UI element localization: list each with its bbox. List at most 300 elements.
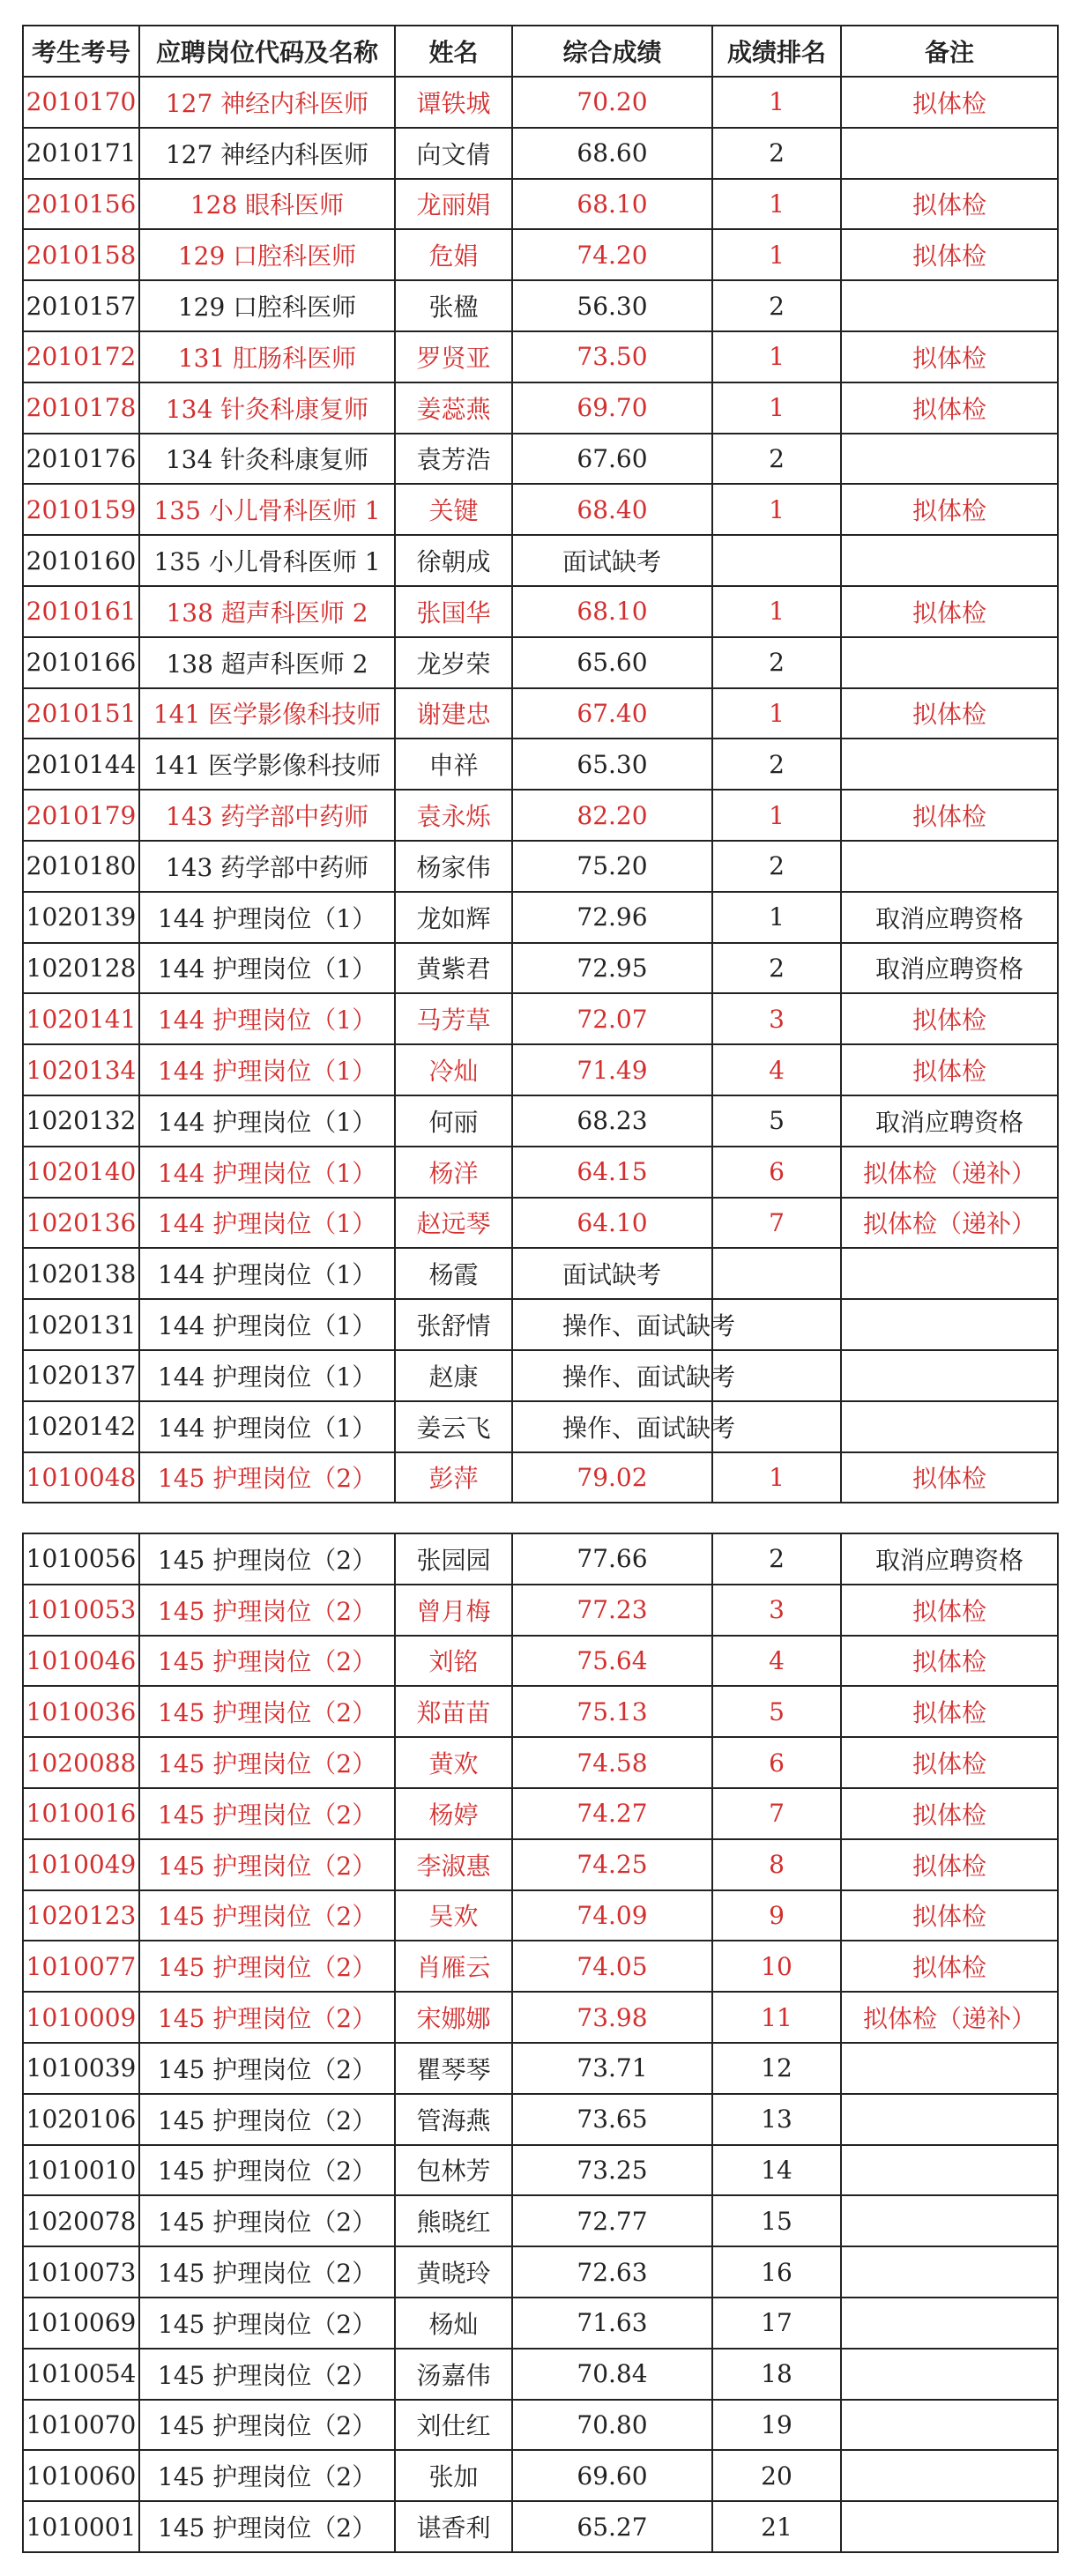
cell-rank: 6 — [712, 1147, 841, 1198]
cell-post: 131 肛肠科医师 — [139, 331, 395, 382]
cell-name: 杨婷 — [395, 1788, 512, 1839]
cell-rank: 1 — [712, 586, 841, 637]
cell-name: 包林芳 — [395, 2145, 512, 2196]
cell-post: 145 护理岗位（2） — [139, 1992, 395, 2043]
cell-rank: 20 — [712, 2450, 841, 2501]
cell-exam-id: 1010077 — [23, 1941, 139, 1992]
cell-note — [841, 1299, 1058, 1350]
table-row — [23, 1686, 1058, 1737]
cell-name: 赵远琴 — [395, 1198, 512, 1249]
cell-rank: 1 — [712, 331, 841, 382]
cell-note: 拟体检 — [841, 331, 1058, 382]
cell-name: 宋娜娜 — [395, 1992, 512, 2043]
cell-score: 75.64 — [512, 1636, 712, 1687]
cell-exam-id: 2010157 — [23, 280, 139, 331]
cell-exam-id: 2010180 — [23, 841, 139, 892]
cell-post: 145 护理岗位（2） — [139, 2349, 395, 2400]
cell-rank — [712, 1248, 841, 1299]
cell-score: 67.40 — [512, 688, 712, 739]
cell-name: 黄欢 — [395, 1737, 512, 1788]
cell-exam-id: 1020088 — [23, 1737, 139, 1788]
cell-note — [841, 2094, 1058, 2145]
cell-post: 144 护理岗位（1） — [139, 1350, 395, 1401]
table-row — [23, 128, 1058, 179]
cell-note — [841, 2450, 1058, 2501]
cell-post: 144 护理岗位（1） — [139, 1095, 395, 1147]
header-rank: 成绩排名 — [712, 26, 841, 77]
cell-rank: 3 — [712, 1585, 841, 1636]
cell-score: 67.60 — [512, 434, 712, 485]
cell-post: 144 护理岗位（1） — [139, 1401, 395, 1452]
cell-rank: 17 — [712, 2298, 841, 2349]
cell-exam-id: 1010039 — [23, 2043, 139, 2094]
cell-note — [841, 739, 1058, 790]
cell-post: 144 护理岗位（1） — [139, 1299, 395, 1350]
cell-rank: 16 — [712, 2246, 841, 2298]
cell-post: 145 护理岗位（2） — [139, 2145, 395, 2196]
cell-name: 龙丽娟 — [395, 179, 512, 230]
cell-name: 李淑惠 — [395, 1839, 512, 1890]
table-row — [23, 739, 1058, 790]
cell-exam-id: 1010036 — [23, 1686, 139, 1737]
cell-post: 145 护理岗位（2） — [139, 2094, 395, 2145]
cell-note — [841, 2246, 1058, 2298]
cell-exam-id: 1020136 — [23, 1198, 139, 1249]
table-row — [23, 1992, 1058, 2043]
cell-note: 拟体检 — [841, 1636, 1058, 1687]
cell-rank: 18 — [712, 2349, 841, 2400]
cell-rank: 6 — [712, 1737, 841, 1788]
cell-rank: 1 — [712, 382, 841, 434]
cell-post: 143 药学部中药师 — [139, 841, 395, 892]
cell-note: 取消应聘资格 — [841, 892, 1058, 943]
cell-post: 144 护理岗位（1） — [139, 1248, 395, 1299]
table-row — [23, 637, 1058, 688]
cell-note — [841, 535, 1058, 586]
cell-name: 汤嘉伟 — [395, 2349, 512, 2400]
cell-post: 145 护理岗位（2） — [139, 1686, 395, 1737]
cell-note — [841, 2501, 1058, 2552]
cell-post: 144 护理岗位（1） — [139, 1044, 395, 1095]
cell-name: 杨霞 — [395, 1248, 512, 1299]
cell-name: 冷灿 — [395, 1044, 512, 1095]
cell-score: 56.30 — [512, 280, 712, 331]
cell-rank: 10 — [712, 1941, 841, 1992]
cell-rank: 21 — [712, 2501, 841, 2552]
cell-exam-id: 1010070 — [23, 2400, 139, 2451]
table-row — [23, 943, 1058, 994]
cell-exam-id: 1020138 — [23, 1248, 139, 1299]
cell-rank — [712, 535, 841, 586]
cell-score: 64.15 — [512, 1147, 712, 1198]
table-row — [23, 535, 1058, 586]
cell-note — [841, 2145, 1058, 2196]
cell-score: 面试缺考 — [512, 1248, 712, 1299]
cell-note — [841, 1350, 1058, 1401]
cell-name: 何丽 — [395, 1095, 512, 1147]
table-row — [23, 1941, 1058, 1992]
cell-post: 145 护理岗位（2） — [139, 1890, 395, 1941]
header-name: 姓名 — [395, 26, 512, 77]
cell-exam-id: 1010049 — [23, 1839, 139, 1890]
cell-score: 72.77 — [512, 2195, 712, 2246]
cell-score: 73.71 — [512, 2043, 712, 2094]
cell-note: 拟体检 — [841, 1737, 1058, 1788]
table-row — [23, 790, 1058, 841]
cell-score: 72.96 — [512, 892, 712, 943]
cell-exam-id: 2010159 — [23, 484, 139, 535]
cell-rank: 4 — [712, 1044, 841, 1095]
cell-post: 145 护理岗位（2） — [139, 2501, 395, 2552]
cell-exam-id: 1010046 — [23, 1636, 139, 1687]
cell-note — [841, 128, 1058, 179]
cell-exam-id: 1020123 — [23, 1890, 139, 1941]
table-row — [23, 2094, 1058, 2145]
cell-score: 72.07 — [512, 993, 712, 1044]
cell-note: 取消应聘资格 — [841, 1095, 1058, 1147]
cell-exam-id: 1020140 — [23, 1147, 139, 1198]
cell-score: 75.13 — [512, 1686, 712, 1737]
cell-name: 谭铁城 — [395, 77, 512, 128]
table-row — [23, 77, 1058, 128]
table-row — [23, 1737, 1058, 1788]
cell-name: 申祥 — [395, 739, 512, 790]
cell-rank: 2 — [712, 841, 841, 892]
cell-note: 拟体检 — [841, 1890, 1058, 1941]
cell-post: 144 护理岗位（1） — [139, 1198, 395, 1249]
cell-rank: 2 — [712, 637, 841, 688]
cell-name: 熊晓红 — [395, 2195, 512, 2246]
table-row — [23, 1147, 1058, 1198]
cell-name: 管海燕 — [395, 2094, 512, 2145]
cell-post: 143 药学部中药师 — [139, 790, 395, 841]
cell-exam-id: 2010166 — [23, 637, 139, 688]
cell-post: 145 护理岗位（2） — [139, 1636, 395, 1687]
cell-exam-id: 1010060 — [23, 2450, 139, 2501]
cell-exam-id: 2010161 — [23, 586, 139, 637]
cell-name: 瞿琴琴 — [395, 2043, 512, 2094]
cell-post: 144 护理岗位（1） — [139, 1147, 395, 1198]
cell-name: 危娟 — [395, 229, 512, 280]
cell-note — [841, 2400, 1058, 2451]
cell-exam-id: 1010048 — [23, 1452, 139, 1503]
cell-rank: 1 — [712, 77, 841, 128]
table-row — [23, 2400, 1058, 2451]
cell-rank: 1 — [712, 790, 841, 841]
cell-name: 黄晓玲 — [395, 2246, 512, 2298]
cell-score: 72.95 — [512, 943, 712, 994]
cell-score: 73.50 — [512, 331, 712, 382]
cell-note: 拟体检 — [841, 1044, 1058, 1095]
cell-score: 74.05 — [512, 1941, 712, 1992]
cell-post: 144 护理岗位（1） — [139, 993, 395, 1044]
table-row — [23, 2195, 1058, 2246]
cell-exam-id: 1020137 — [23, 1350, 139, 1401]
cell-exam-id: 1020134 — [23, 1044, 139, 1095]
table-row — [23, 2145, 1058, 2196]
cell-post: 145 护理岗位（2） — [139, 2246, 395, 2298]
cell-name: 罗贤亚 — [395, 331, 512, 382]
table-row — [23, 1533, 1058, 1585]
header-note: 备注 — [841, 26, 1058, 77]
cell-post: 145 护理岗位（2） — [139, 2043, 395, 2094]
cell-name: 赵康 — [395, 1350, 512, 1401]
cell-exam-id: 2010144 — [23, 739, 139, 790]
cell-name: 杨洋 — [395, 1147, 512, 1198]
table-row — [23, 434, 1058, 485]
cell-score: 64.10 — [512, 1198, 712, 1249]
cell-score: 74.20 — [512, 229, 712, 280]
cell-name: 郑苗苗 — [395, 1686, 512, 1737]
cell-exam-id: 2010179 — [23, 790, 139, 841]
cell-note: 拟体检 — [841, 688, 1058, 739]
table-row — [23, 1452, 1058, 1503]
table-row — [23, 229, 1058, 280]
cell-rank: 12 — [712, 2043, 841, 2094]
table-row — [23, 1198, 1058, 1249]
cell-score: 71.49 — [512, 1044, 712, 1095]
cell-score: 74.27 — [512, 1788, 712, 1839]
cell-score: 68.10 — [512, 179, 712, 230]
cell-exam-id: 2010158 — [23, 229, 139, 280]
cell-name: 张国华 — [395, 586, 512, 637]
cell-name: 张楹 — [395, 280, 512, 331]
cell-exam-id: 1010069 — [23, 2298, 139, 2349]
table-body-bottom — [23, 1533, 1058, 2552]
cell-note — [841, 2298, 1058, 2349]
cell-score: 65.60 — [512, 637, 712, 688]
table-row — [23, 331, 1058, 382]
cell-post: 127 神经内科医师 — [139, 77, 395, 128]
cell-name: 张园园 — [395, 1533, 512, 1585]
cell-post: 145 护理岗位（2） — [139, 1839, 395, 1890]
cell-name: 向文倩 — [395, 128, 512, 179]
table-row — [23, 2043, 1058, 2094]
cell-rank: 8 — [712, 1839, 841, 1890]
cell-rank: 7 — [712, 1198, 841, 1249]
cell-post: 144 护理岗位（1） — [139, 892, 395, 943]
cell-note: 拟体检 — [841, 586, 1058, 637]
cell-exam-id: 2010172 — [23, 331, 139, 382]
cell-note — [841, 637, 1058, 688]
cell-score: 68.10 — [512, 586, 712, 637]
cell-name: 吴欢 — [395, 1890, 512, 1941]
table-row — [23, 1839, 1058, 1890]
cell-name: 彭萍 — [395, 1452, 512, 1503]
table-body-top — [23, 77, 1058, 1503]
cell-name: 杨家伟 — [395, 841, 512, 892]
cell-rank: 2 — [712, 128, 841, 179]
cell-name: 刘仕红 — [395, 2400, 512, 2451]
table-row — [23, 1248, 1058, 1299]
cell-post: 145 护理岗位（2） — [139, 2450, 395, 2501]
cell-rank: 5 — [712, 1095, 841, 1147]
cell-name: 徐朝成 — [395, 535, 512, 586]
cell-exam-id: 2010160 — [23, 535, 139, 586]
cell-post: 145 护理岗位（2） — [139, 1788, 395, 1839]
cell-rank: 2 — [712, 434, 841, 485]
table-row — [23, 1788, 1058, 1839]
cell-score: 74.25 — [512, 1839, 712, 1890]
cell-note: 取消应聘资格 — [841, 943, 1058, 994]
table-row — [23, 382, 1058, 434]
cell-note — [841, 2195, 1058, 2246]
cell-note — [841, 1401, 1058, 1452]
cell-score: 70.84 — [512, 2349, 712, 2400]
cell-note: 拟体检（递补） — [841, 1198, 1058, 1249]
cell-score: 69.60 — [512, 2450, 712, 2501]
cell-note: 拟体检 — [841, 1686, 1058, 1737]
cell-note: 拟体检 — [841, 179, 1058, 230]
cell-post: 144 护理岗位（1） — [139, 943, 395, 994]
cell-name: 龙岁荣 — [395, 637, 512, 688]
cell-exam-id: 1010016 — [23, 1788, 139, 1839]
header-score: 综合成绩 — [512, 26, 712, 77]
cell-rank: 4 — [712, 1636, 841, 1687]
cell-score: 77.23 — [512, 1585, 712, 1636]
cell-exam-id: 1020139 — [23, 892, 139, 943]
cell-exam-id: 1010056 — [23, 1533, 139, 1585]
cell-exam-id: 1010053 — [23, 1585, 139, 1636]
cell-exam-id: 2010156 — [23, 179, 139, 230]
cell-note: 取消应聘资格 — [841, 1533, 1058, 1585]
cell-name: 袁永烁 — [395, 790, 512, 841]
cell-exam-id: 1020106 — [23, 2094, 139, 2145]
cell-name: 关键 — [395, 484, 512, 535]
cell-note — [841, 2043, 1058, 2094]
cell-note: 拟体检 — [841, 1941, 1058, 1992]
table-row — [23, 1350, 1058, 1401]
table-row — [23, 2349, 1058, 2400]
cell-rank: 1 — [712, 892, 841, 943]
cell-exam-id: 1010009 — [23, 1992, 139, 2043]
table-row — [23, 1636, 1058, 1687]
cell-name: 袁芳浩 — [395, 434, 512, 485]
cell-name: 曾月梅 — [395, 1585, 512, 1636]
cell-note: 拟体检（递补） — [841, 1992, 1058, 2043]
table-row — [23, 1044, 1058, 1095]
cell-name: 姜云飞 — [395, 1401, 512, 1452]
cell-rank: 2 — [712, 1533, 841, 1585]
header-post: 应聘岗位代码及名称 — [139, 26, 395, 77]
cell-score: 74.58 — [512, 1737, 712, 1788]
cell-rank: 1 — [712, 229, 841, 280]
cell-rank: 2 — [712, 280, 841, 331]
cell-post: 129 口腔科医师 — [139, 229, 395, 280]
cell-score: 72.63 — [512, 2246, 712, 2298]
cell-post: 134 针灸科康复师 — [139, 382, 395, 434]
cell-note — [841, 2349, 1058, 2400]
cell-post: 145 护理岗位（2） — [139, 1941, 395, 1992]
cell-post: 135 小儿骨科医师 1 — [139, 535, 395, 586]
cell-name: 张加 — [395, 2450, 512, 2501]
cell-exam-id: 1020141 — [23, 993, 139, 1044]
cell-exam-id: 2010171 — [23, 128, 139, 179]
cell-rank: 5 — [712, 1686, 841, 1737]
cell-post: 145 护理岗位（2） — [139, 1452, 395, 1503]
table-row — [23, 892, 1058, 943]
cell-score: 71.63 — [512, 2298, 712, 2349]
cell-post: 135 小儿骨科医师 1 — [139, 484, 395, 535]
cell-exam-id: 1020078 — [23, 2195, 139, 2246]
cell-exam-id: 2010170 — [23, 77, 139, 128]
cell-rank: 1 — [712, 484, 841, 535]
cell-post: 138 超声科医师 2 — [139, 637, 395, 688]
cell-score: 68.40 — [512, 484, 712, 535]
cell-post: 129 口腔科医师 — [139, 280, 395, 331]
cell-score: 操作、面试缺考 — [512, 1350, 712, 1401]
cell-post: 145 护理岗位（2） — [139, 1737, 395, 1788]
table-row — [23, 993, 1058, 1044]
cell-rank: 2 — [712, 943, 841, 994]
cell-note: 拟体检 — [841, 77, 1058, 128]
table-row — [23, 2501, 1058, 2552]
cell-score: 68.60 — [512, 128, 712, 179]
cell-note — [841, 434, 1058, 485]
cell-name: 肖雁云 — [395, 1941, 512, 1992]
cell-score: 65.30 — [512, 739, 712, 790]
cell-score: 77.66 — [512, 1533, 712, 1585]
cell-score: 79.02 — [512, 1452, 712, 1503]
table-row — [23, 1095, 1058, 1147]
cell-note — [841, 841, 1058, 892]
cell-name: 姜蕊燕 — [395, 382, 512, 434]
cell-exam-id: 1020132 — [23, 1095, 139, 1147]
cell-exam-id: 1010010 — [23, 2145, 139, 2196]
table-row — [23, 1890, 1058, 1941]
table-row — [23, 688, 1058, 739]
cell-score: 73.98 — [512, 1992, 712, 2043]
cell-score: 70.80 — [512, 2400, 712, 2451]
cell-note — [841, 1248, 1058, 1299]
cell-post: 141 医学影像科技师 — [139, 688, 395, 739]
cell-score: 74.09 — [512, 1890, 712, 1941]
cell-note: 拟体检 — [841, 790, 1058, 841]
cell-rank: 15 — [712, 2195, 841, 2246]
cell-name: 刘铭 — [395, 1636, 512, 1687]
cell-rank: 14 — [712, 2145, 841, 2196]
cell-rank: 2 — [712, 739, 841, 790]
cell-name: 谢建忠 — [395, 688, 512, 739]
cell-exam-id: 1010001 — [23, 2501, 139, 2552]
cell-note: 拟体检 — [841, 1452, 1058, 1503]
cell-name: 杨灿 — [395, 2298, 512, 2349]
table-row — [23, 484, 1058, 535]
cell-rank: 1 — [712, 179, 841, 230]
table-row — [23, 1401, 1058, 1452]
cell-rank: 11 — [712, 1992, 841, 2043]
cell-name: 谌香利 — [395, 2501, 512, 2552]
cell-post: 145 护理岗位（2） — [139, 2298, 395, 2349]
cell-name: 龙如辉 — [395, 892, 512, 943]
cell-score: 73.25 — [512, 2145, 712, 2196]
cell-post: 145 护理岗位（2） — [139, 2195, 395, 2246]
cell-score: 操作、面试缺考 — [512, 1401, 712, 1452]
cell-rank: 9 — [712, 1890, 841, 1941]
cell-note: 拟体检 — [841, 484, 1058, 535]
cell-post: 128 眼科医师 — [139, 179, 395, 230]
cell-note: 拟体检 — [841, 1585, 1058, 1636]
cell-post: 141 医学影像科技师 — [139, 739, 395, 790]
cell-note: 拟体检 — [841, 1788, 1058, 1839]
table-row — [23, 1299, 1058, 1350]
cell-exam-id: 1010073 — [23, 2246, 139, 2298]
table-row — [23, 280, 1058, 331]
cell-rank: 1 — [712, 1452, 841, 1503]
cell-note: 拟体检（递补） — [841, 1147, 1058, 1198]
cell-score: 82.20 — [512, 790, 712, 841]
cell-post: 145 护理岗位（2） — [139, 2400, 395, 2451]
